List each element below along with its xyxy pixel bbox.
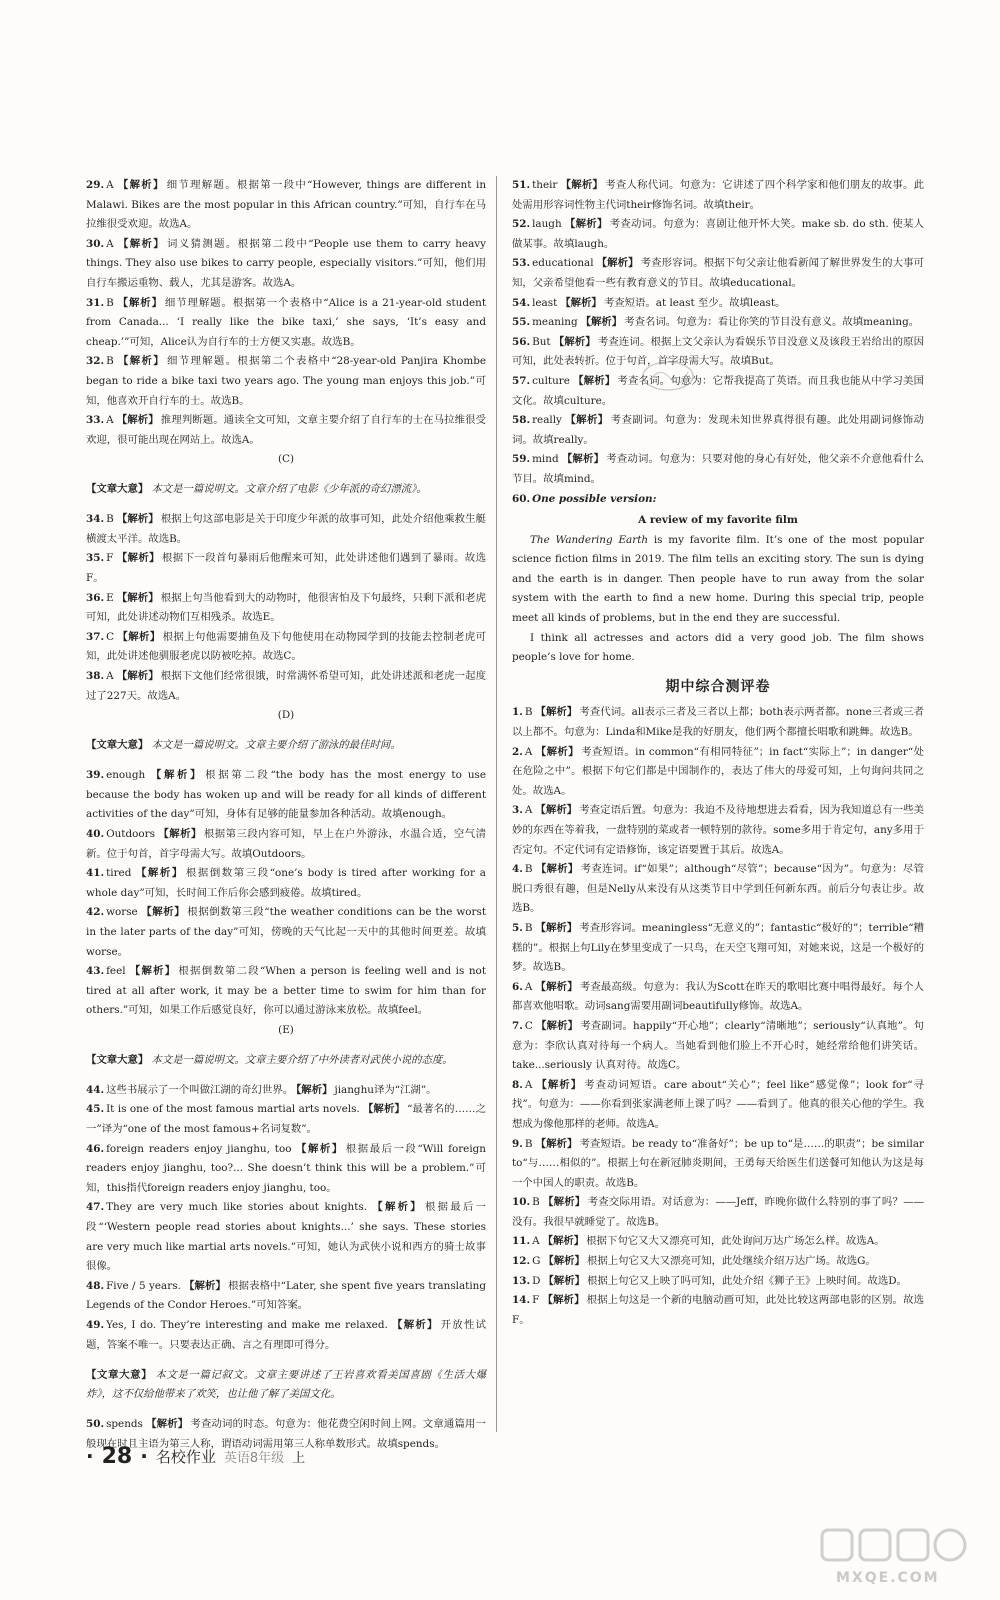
answer-entry	[512, 372, 924, 411]
analysis-tag: 【解析】	[564, 414, 609, 427]
question-number: 36.	[86, 591, 105, 604]
question-number: 38.	[86, 670, 105, 683]
answer-entry	[86, 903, 486, 962]
answer-entry	[86, 1081, 486, 1101]
answer-key: educational	[532, 257, 594, 270]
answer-entry	[512, 1272, 924, 1292]
analysis-text: 考查代词。all表示三者及三者以上都；both表示两者都。none三者或三者以上都不。句意为：Linda和Mike是我的好朋友，他们两个都擅长唱歌和跳舞。故选B。	[512, 706, 925, 739]
analysis-tag: 【解析】	[116, 296, 163, 309]
answer-key: D	[532, 1274, 541, 1287]
question-number: 13.	[512, 1274, 531, 1287]
answer-entry	[512, 215, 924, 254]
analysis-text: 考查交际用语。对话意为：——Jeff，昨晚你做什么特别的事了吗？——没有。我很早就睡觉了。故选B。	[512, 1196, 924, 1228]
right-column	[512, 176, 924, 1330]
question-number: 10.	[512, 1196, 531, 1209]
answer-entry	[86, 549, 486, 588]
question-number: 35.	[86, 552, 105, 565]
analysis-tag: 【解析】	[535, 863, 579, 876]
answer-entry	[86, 235, 486, 294]
question-number: 40.	[86, 827, 105, 840]
column-divider	[496, 176, 497, 1432]
analysis-text: 考查动词。句意为：喜剧让他开怀大笑。make sb. do sth. 使某人做某事。故填laugh。	[512, 218, 925, 250]
answer-key: B	[524, 706, 533, 719]
analysis-tag: 【解析】	[535, 745, 580, 758]
analysis-tag: 【解析】	[553, 335, 596, 348]
analysis-tag: 【解析】	[128, 965, 177, 978]
analysis-text: 考查最高级。句意为：我认为Scott在昨天的歌唱比赛中唱得最好。每个人都喜欢他唱歌。动词sang需要用副词beautifully修饰。故选A。	[512, 980, 924, 1013]
entries-group-d	[86, 766, 486, 1021]
answer-entry	[86, 667, 486, 706]
answer-key: Five / 5 years.	[106, 1279, 181, 1292]
entries-group-midterm	[512, 703, 924, 1330]
analysis-tag: 【解析】	[134, 867, 184, 880]
question-number: 9.	[512, 1137, 523, 1150]
essay-paragraph-1-text: is my favorite film. It’s one of the most popular science fiction films in 2019. The film tells an exciting story. The sun is dying and the earth is in danger. Then people have to run away from the solar system with the earth to find a new home. During this special trip, people meet all kinds of problems, but in the end they are successful.	[512, 533, 924, 625]
answer-key: their	[532, 179, 558, 191]
section-heading: 期中综合测评卷	[665, 678, 771, 695]
question-number: 44.	[86, 1083, 105, 1096]
answer-key: tired	[106, 867, 132, 880]
question-number: 46.	[86, 1142, 105, 1155]
analysis-tag: 【解析】	[370, 1201, 423, 1214]
grade-label: 英语8年级	[223, 1450, 285, 1466]
answer-key: B	[524, 863, 533, 876]
question-number: 30.	[86, 237, 105, 250]
analysis-text: 考查短语。at least 至少。故填least。	[603, 296, 786, 309]
left-column	[86, 176, 486, 1454]
question-number: 53.	[512, 257, 531, 270]
version-label: One possible version:	[532, 492, 657, 505]
writing-label	[512, 490, 924, 510]
analysis-text: 考查人称代词。句意为：它讲述了四个科学家和他们朋友的故事。此处需用形容词性物主代词their修饰名词。故填their。	[512, 179, 925, 211]
analysis-tag: 【解析】	[116, 237, 166, 250]
analysis-tag: 【解析】	[362, 1103, 406, 1116]
page-footer	[86, 1436, 305, 1476]
analysis-text: 细节理解题。根据第一段中“However, things are different in Malawi. Bikes are the most popular in this African country.”可知，自行车在马拉维很受欢迎。故选A。	[86, 179, 487, 231]
answer-key: A	[524, 980, 533, 993]
question-number: 32.	[86, 355, 105, 368]
analysis-text: 根据上句这是一个新的电脑动画可知，此处比较这两部电影的区别。故选F。	[512, 1294, 925, 1326]
analysis-text: 考查动词短语。care about“关心”；feel like“感觉像”；look for“寻找”。句意为：——你看到张家满老师上课了吗？——看到了。他真的很关心他的学生。我想成为像他那样的老师。故选A。	[512, 1078, 925, 1130]
analysis-text: 考查形容词。meaningless“无意义的”；fantastic“极好的”；terrible“糟糕的”。根据上句Lily在梦里变成了一只鸟，在天空飞翔可知，对她来说，这是一个极好的梦。故选B。	[512, 921, 924, 974]
analysis-tag: 【解析】	[542, 1196, 586, 1209]
essay-paragraph-2: I think all actresses and actors did a very good job. The film shows people’s love for home.	[512, 631, 924, 664]
summary-text: 本文是一篇记叙文。文章主要讲述了王岩喜欢看美国喜剧《生活大爆炸》，这不仅给他带来了欢笑，也让他了解了美国文化。	[86, 1368, 487, 1401]
article-summary-d	[86, 736, 486, 756]
answer-key: But	[532, 335, 551, 348]
analysis-tag: 【解析】	[543, 1274, 585, 1287]
question-number: 43.	[86, 965, 105, 978]
analysis-text: 考查短语。be ready to“准备好”；be up to“是……的职责”；be similar to“与……相似的”。根据上句在新冠肺炎期间，王勇每天给医生们送餐可知他认为这是每一个中国人的职责。故选B。	[512, 1137, 924, 1189]
entries-group-e	[86, 1081, 486, 1355]
analysis-tag: 【解析】	[543, 1255, 585, 1268]
analysis-text: 根据第二段“the body has the most energy to use because the body has woken up and will be ready for all kinds of different activities of the day”可知，身体有足够的能量参加各种活动。故填enough。	[86, 769, 486, 821]
analysis-text: 根据第三段内容可知，早上在户外游泳，水温合适，空气清新。位于句首，首字母需大写。故填Outdoors。	[86, 827, 486, 860]
question-number: 52.	[512, 218, 531, 231]
answer-key: A	[524, 745, 533, 758]
answer-entry	[512, 254, 924, 293]
answer-entry	[512, 1135, 924, 1194]
analysis-tag: 【解析】	[561, 453, 605, 466]
analysis-text: 根据下句它又大又漂亮可知，此处询问万达广场怎么样。故选A。	[586, 1235, 885, 1248]
summary-text: 本文是一篇说明文。文章主要介绍了中外读者对武侠小说的态度。	[151, 1053, 453, 1066]
stamp-mark-icon	[640, 358, 696, 394]
summary-tag: 【文章大意】	[86, 739, 149, 752]
analysis-text: “最著名的……之一”译为“one of the most famous+名词复数”。	[86, 1103, 487, 1136]
analysis-tag: 【解析】	[560, 296, 602, 309]
series-name: 名校作业	[155, 1447, 216, 1466]
question-number: 58.	[512, 414, 531, 427]
answer-entry	[512, 176, 924, 215]
answer-entry	[86, 962, 486, 1021]
page-number: 28	[101, 1443, 133, 1469]
analysis-text: 考查副词。句意为：发现未知世界真得很有趣。此处用副词修饰动词。故填really。	[512, 414, 925, 446]
analysis-text: 根据倒数第三段“the weather conditions can be the worst in the later parts of the day”可知，傍晚的天气比起一天中的其他时间更差。故填worse。	[86, 906, 486, 958]
question-number: 11.	[512, 1235, 531, 1248]
answer-entry	[86, 825, 486, 864]
analysis-text: 考查连词。根据上文父亲认为看娱乐节目没意义及该段王岩给出的原因可知，此处表转折。位于句首，首字母需大写。故填But。	[512, 335, 925, 368]
question-number: 42.	[86, 906, 105, 919]
analysis-text: 根据表格中“Later, she spent five years translating Legends of the Condor Heroes.”可知答案。	[86, 1279, 487, 1312]
answer-entry	[512, 919, 924, 978]
analysis-tag: 【解析】	[145, 1418, 189, 1431]
analysis-text: 考查定语后置。句意为：我迫不及待地想进去看看，因为我知道总有一些美妙的东西在等着我，一盘特别的菜或者一顿特别的款待。some多用于肯定句，any多用于否定句。不定代词有定语修饰，该定语要置于其后。故选A。	[512, 804, 924, 856]
summary-tag: 【文章大意】	[86, 483, 149, 496]
answer-key: enough	[106, 769, 146, 782]
analysis-text: 词义猜测题。根据第二段中“People use them to carry heavy things. They also use bikes to carry people, especially visitors.”可知，他们用自行车搬运重物、载人，尤其是游客。故选A。	[86, 237, 487, 289]
question-number: 57.	[512, 374, 531, 387]
analysis-tag: 【解析】	[572, 374, 616, 387]
analysis-text: 根据倒数第二段“When a person is feeling well and is not tired at all after work, it may be a better time to swim for him than for others.”可知，如果工作后感觉良好，你可以通过游泳来放松。故填feel。	[86, 965, 486, 1017]
question-number: 34.	[86, 513, 105, 526]
answer-key: F	[532, 1294, 540, 1307]
answer-key: culture	[532, 374, 570, 387]
question-number: 51.	[512, 179, 531, 191]
question-number: 59.	[512, 453, 531, 466]
answer-key: meaning	[532, 316, 578, 329]
analysis-tag: 【解析】	[535, 804, 578, 817]
analysis-tag: 【解析】	[535, 921, 578, 934]
answer-key: C	[524, 1019, 533, 1032]
answer-key: A	[524, 804, 533, 817]
analysis-tag: 【解析】	[116, 414, 159, 427]
analysis-tag: 【解析】	[294, 1142, 344, 1155]
analysis-tag: 【解析】	[535, 706, 578, 719]
answer-key: B	[524, 1137, 533, 1150]
summary-tag: 【文章大意】	[86, 1053, 149, 1066]
analysis-tag: 【解析】	[560, 179, 604, 191]
analysis-text: jianghu译为“江湖”。	[334, 1083, 437, 1096]
answer-entry	[86, 1140, 486, 1199]
question-number: 12.	[512, 1255, 531, 1268]
answer-entry	[512, 743, 924, 802]
section-label-c: (C)	[277, 453, 295, 466]
question-number: 41.	[86, 867, 105, 880]
question-number: 56.	[512, 335, 531, 348]
question-number: 48.	[86, 1279, 105, 1292]
analysis-tag: 【解析】	[596, 257, 639, 270]
answer-entry	[86, 294, 486, 353]
analysis-text: 考查动词。句意为：只要对他的身心有好处，他父亲不介意他看什么节目。故填mind。	[512, 453, 924, 485]
answer-entry	[512, 450, 924, 489]
answer-entry	[512, 1017, 924, 1076]
analysis-tag: 【解析】	[116, 670, 159, 683]
answer-key: B	[524, 921, 533, 934]
question-number: 7.	[512, 1019, 523, 1032]
answer-entry	[86, 411, 486, 450]
answer-entry	[86, 589, 486, 628]
analysis-tag: 【解析】	[148, 769, 204, 782]
analysis-text: 根据下一段首句暴雨后他醒来可知，此处讲述他们遇到了暴雨。故选F。	[86, 552, 487, 585]
analysis-text: 根据倒数第三段“one’s body is tired after working for a whole day”可知，长时间工作后你会感到疲倦。故填tired。	[86, 867, 486, 899]
answer-entry	[512, 703, 924, 742]
article-summary-e	[86, 1051, 486, 1071]
article-summary-c	[86, 480, 486, 500]
answer-key: really	[532, 414, 562, 427]
analysis-tag: 【解析】	[116, 591, 159, 604]
answer-entry	[86, 864, 486, 903]
analysis-tag: 【解析】	[535, 980, 578, 993]
answer-key: worse	[106, 906, 138, 919]
question-number: 2.	[512, 745, 523, 758]
watermark-text: MXQE.COM	[836, 1570, 940, 1586]
answer-entry	[86, 1277, 486, 1316]
answer-entry	[86, 766, 486, 825]
essay-paragraph-1	[512, 531, 924, 629]
question-number: 37.	[86, 630, 105, 643]
essay-title: A review of my favorite film	[638, 514, 798, 527]
answer-entry	[512, 411, 924, 450]
question-number: 39.	[86, 769, 105, 782]
answer-entry	[86, 1100, 486, 1139]
analysis-text: 考查短语。in common“有相同特征”；in fact“实际上”；in danger“处在危险之中”。根据下句它们都是中国制作的，表达了伟大的母爱可知，上句询问共同之处。故选A。	[512, 745, 925, 797]
analysis-tag: 【解析】	[116, 179, 165, 191]
analysis-text: 根据上句这部电影是关于印度少年派的故事可知，此处介绍他乘救生艇横渡太平洋。故选B。	[86, 513, 486, 545]
analysis-text: 考查名词。句意为：看让你笑的节目没有意义。故填meaning。	[624, 316, 920, 329]
question-number: 55.	[512, 316, 531, 329]
answer-key: spends	[106, 1418, 143, 1431]
volume-label: 上	[292, 1450, 306, 1466]
question-number: 29.	[86, 179, 105, 191]
answer-entry	[86, 628, 486, 667]
answer-key: 这些书展示了一个叫做江湖的奇幻世界。	[106, 1083, 294, 1096]
question-number: 1.	[512, 706, 523, 719]
analysis-text: 考查动词的时态。句意为：他花费空闲时间上网。文章通篇用一般现在时且主语为第三人称，谓语动词需用第三人称单数形式。故填spends。	[86, 1418, 487, 1450]
answer-entry	[512, 1193, 924, 1232]
analysis-tag: 【解析】	[296, 1083, 333, 1096]
answer-entry	[512, 1252, 924, 1272]
answer-entry	[512, 333, 924, 372]
analysis-tag: 【解析】	[535, 1137, 578, 1150]
analysis-tag: 【解析】	[157, 827, 202, 840]
analysis-tag: 【解析】	[116, 513, 159, 526]
answer-key: A	[532, 1235, 540, 1248]
answer-key: laugh	[532, 218, 562, 231]
answer-entry	[86, 176, 486, 235]
question-number: 8.	[512, 1078, 523, 1091]
answer-entry	[86, 1198, 486, 1276]
analysis-tag: 【解析】	[117, 630, 161, 643]
analysis-text: 根据最后一段“Will foreign readers enjoy jianghu, too?... She doesn’t think this will be a problem.”可知，this指代foreign readers enjoy jianghu, too。	[86, 1142, 486, 1194]
watermark-logo	[818, 1526, 978, 1592]
entries-group-51-59	[512, 176, 924, 490]
answer-key: G	[532, 1255, 541, 1268]
question-number: 5.	[512, 921, 523, 934]
entries-group-c	[86, 510, 486, 706]
question-number: 60.	[512, 492, 531, 505]
answer-key: A	[524, 1078, 533, 1091]
answer-key: mind	[532, 453, 559, 466]
writing-sample	[512, 490, 924, 668]
analysis-tag: 【解析】	[580, 316, 623, 329]
analysis-text: 根据上句他需要捕鱼及下句他使用在动物园学到的技能去控制老虎可知，此处讲述他驯服老虎以防被吃掉。故选C。	[86, 630, 486, 663]
question-number: 3.	[512, 804, 523, 817]
analysis-tag: 【解析】	[140, 906, 186, 919]
answer-entry	[512, 860, 924, 919]
analysis-text: 根据下文他们经常很饿，时常满怀希望可知，此处讲述派和老虎一起度过了227天。故选A。	[86, 670, 487, 702]
answer-entry	[86, 1316, 486, 1355]
question-number: 54.	[512, 296, 531, 309]
answer-key: F	[106, 552, 114, 565]
question-number: 50.	[86, 1418, 105, 1431]
question-number: 49.	[86, 1319, 105, 1331]
answer-key: B	[106, 355, 114, 368]
film-title: The Wandering Earth	[530, 533, 649, 546]
section-label-d: (D)	[277, 709, 295, 722]
answer-key: A	[106, 670, 114, 683]
question-number: 47.	[86, 1201, 105, 1214]
answer-entry	[512, 294, 924, 314]
answer-key: foreign readers enjoy jianghu, too	[106, 1142, 292, 1155]
analysis-text: 考查名词。句意为：它帮我提高了英语。而且我也能从中学习美国文化。故填culture。	[512, 374, 925, 407]
footer-dot: ·	[140, 1444, 148, 1468]
answer-key: Yes, I do. They’re interesting and make me relaxed.	[106, 1319, 388, 1331]
analysis-text: 开放性试题，答案不唯一。只要表达正确、言之有理即可得分。	[86, 1319, 487, 1351]
answer-entry	[512, 978, 924, 1017]
watermark-icon	[818, 1526, 978, 1566]
answer-entry	[512, 313, 924, 333]
question-number: 6.	[512, 980, 523, 993]
answer-key: least	[532, 296, 558, 309]
analysis-tag: 【解析】	[535, 1078, 583, 1091]
analysis-tag: 【解析】	[116, 355, 165, 368]
analysis-tag: 【解析】	[535, 1019, 579, 1032]
answer-entry	[512, 1232, 924, 1252]
analysis-tag: 【解析】	[564, 218, 608, 231]
summary-text: 本文是一篇说明文。文章介绍了电影《少年派的奇幻漂流》。	[151, 483, 427, 496]
answer-key: feel	[106, 965, 126, 978]
answer-key: Outdoors	[106, 827, 155, 840]
analysis-tag: 【解析】	[542, 1235, 585, 1248]
answer-key: B	[532, 1196, 540, 1209]
entries-group-a	[86, 176, 486, 450]
analysis-text: 考查连词。if“如果”；although“尽管”；because“因为”。句意为：尽管脱口秀很有趣，但是Nelly从来没有从这类节目中学到任何新东西。前后分句表让步。故选B。	[512, 863, 925, 915]
footer-dot: ·	[86, 1444, 94, 1468]
answer-key: B	[106, 296, 114, 309]
analysis-tag: 【解析】	[390, 1319, 439, 1331]
question-number: 45.	[86, 1103, 105, 1116]
analysis-tag: 【解析】	[183, 1279, 227, 1292]
answer-key: A	[106, 414, 114, 427]
answer-entry	[86, 352, 486, 411]
answer-key: A	[106, 237, 114, 250]
analysis-text: 推理判断题。通读全文可知，文章主要介绍了自行车的士在马拉维很受欢迎，很可能出现在网站上。故选A。	[86, 414, 487, 446]
analysis-text: 考查形容词。根据下句父亲让他看新闻了解世界发生的大事可知，父亲希望他看一些有教育意义的节目。故填educational。	[512, 257, 925, 289]
answer-entry	[512, 1291, 924, 1330]
answer-key: A	[106, 179, 114, 191]
answer-entry	[512, 1076, 924, 1135]
answer-key: C	[106, 630, 115, 643]
answer-key: It is one of the most famous martial arts novels.	[106, 1103, 360, 1116]
analysis-text: 根据上句它又上映了吗可知，此处介绍《狮子王》上映时间。故选D。	[586, 1274, 908, 1287]
answer-entry	[512, 801, 924, 860]
analysis-text: 根据上句当他看到大的动物时，他很害怕及下句最终，只剩下派和老虎可知，此处讲述动物们互相残杀。故选E。	[86, 591, 487, 624]
answer-key: E	[106, 591, 114, 604]
analysis-tag: 【解析】	[116, 552, 160, 565]
analysis-tag: 【解析】	[542, 1294, 585, 1307]
summary-text: 本文是一篇说明文。文章主要介绍了游泳的最佳时间。	[151, 739, 401, 752]
answer-key: B	[106, 513, 114, 526]
question-number: 4.	[512, 863, 523, 876]
answer-entry	[86, 510, 486, 549]
article-summary-f	[86, 1366, 486, 1405]
analysis-text: 考查副词。happily“开心地”；clearly“清晰地”；seriously“认真地”。句意为：李欣认真对待每一个病人。当她看到他们脸上不开心时，她经常给他们讲笑话。take...seriously 认真对待。故选C。	[512, 1019, 924, 1072]
analysis-text: 细节理解题。根据第二个表格中“28-year-old Panjira Khombe began to ride a bike taxi two years ago. The young man enjoys this job.”可知，他喜欢开自行车的士。故选B。	[86, 355, 486, 407]
analysis-text: 根据最后一段“‘Western people read stories about knights...’ she says. These stories are very much like martial arts novels.”可知，她认为武侠小说和西方的骑士故事很像。	[86, 1201, 486, 1273]
answer-key: They are very much like stories about knights.	[106, 1201, 368, 1214]
analysis-text: 细节理解题。根据第一个表格中“Alice is a 21-year-old student from Canada... ‘I really like the bike taxi,’ she says, ‘It’s easy and cheap.’”可知，Alice认为自行车的士方便又实惠。故选B。	[86, 296, 487, 348]
question-number: 31.	[86, 296, 105, 309]
question-number: 33.	[86, 414, 105, 427]
question-number: 14.	[512, 1294, 531, 1307]
section-label-e: (E)	[278, 1023, 294, 1036]
analysis-text: 根据上句它又大又漂亮可知，此处继续介绍万达广场。故选G。	[586, 1255, 876, 1268]
summary-tag: 【文章大意】	[86, 1368, 153, 1381]
